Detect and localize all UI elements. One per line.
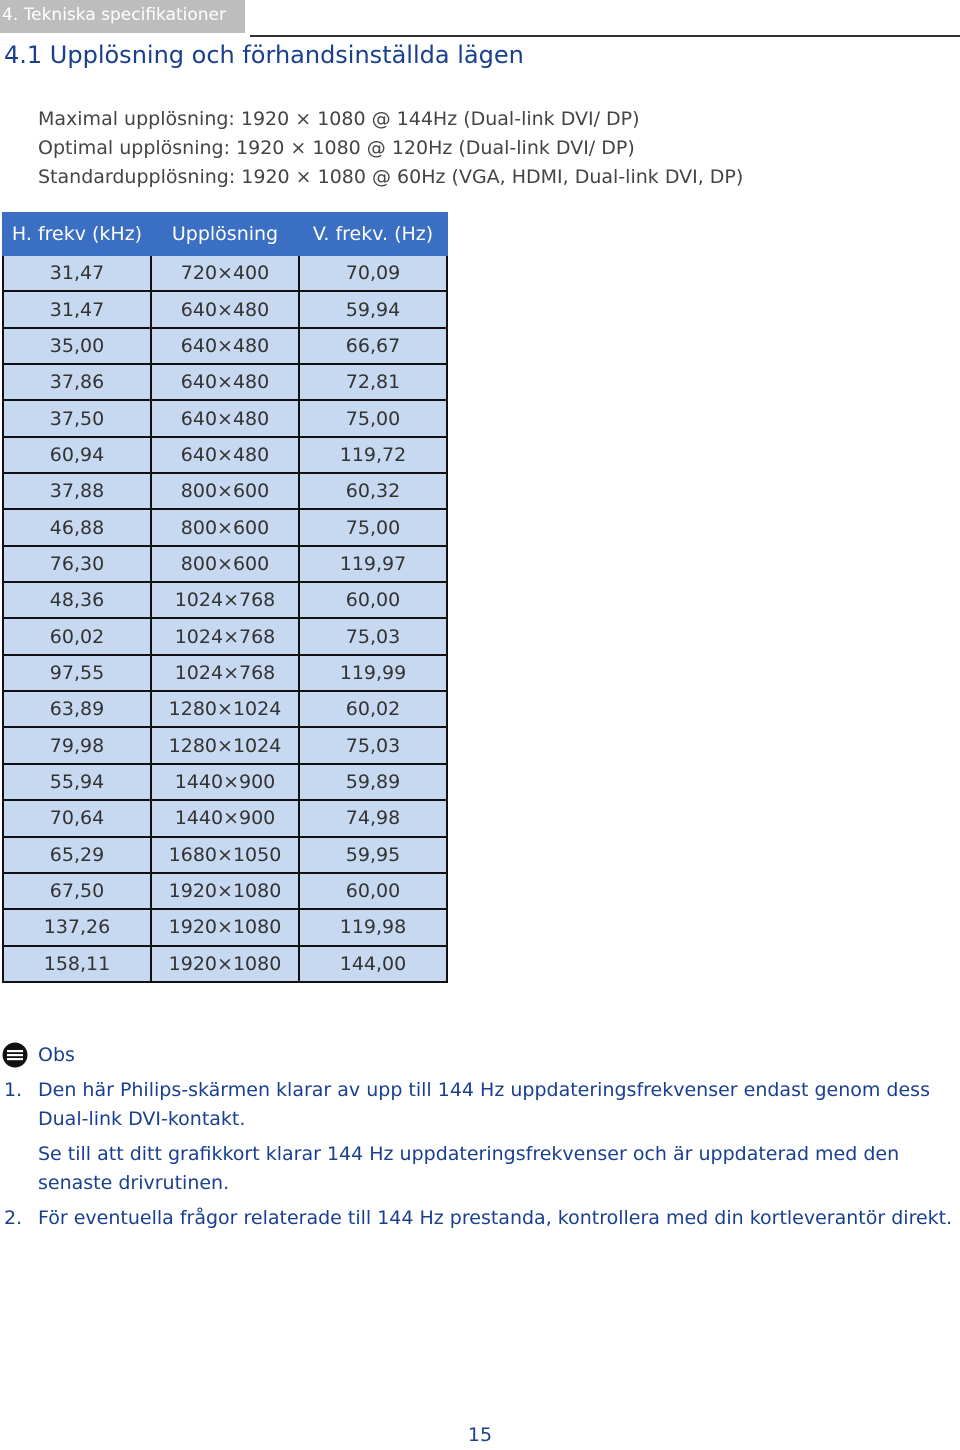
resolution-cell: 1440×900 [151,800,299,836]
h-freq-cell: 97,55 [3,655,151,691]
v-freq-cell: 75,00 [299,509,447,545]
resolution-cell: 640×480 [151,400,299,436]
table-row [3,255,447,291]
v-freq-cell: 60,32 [299,473,447,509]
v-freq-cell: 59,89 [299,764,447,800]
v-freq-cell: 60,00 [299,582,447,618]
header-rule [250,35,960,37]
resolution-cell: 640×480 [151,437,299,473]
h-freq-cell: 60,94 [3,437,151,473]
h-freq-cell: 37,88 [3,473,151,509]
v-freq-cell: 60,00 [299,873,447,909]
table-row [3,473,447,509]
h-freq-cell: 67,50 [3,873,151,909]
resolution-cell: 1680×1050 [151,837,299,873]
h-freq-cell: 79,98 [3,727,151,763]
table-row [3,546,447,582]
note-paragraph: Se till att ditt grafikkort klarar 144 Hz uppdateringsfrekvenser och är uppdaterad med den senaste drivrutinen. [38,1143,900,1194]
h-freq-cell: 158,11 [3,946,151,982]
resolution-cell: 1920×1080 [151,946,299,982]
v-freq-cell: 59,95 [299,837,447,873]
table-row [3,837,447,873]
table-row [3,291,447,327]
h-freq-cell: 37,50 [3,400,151,436]
v-freq-cell: 144,00 [299,946,447,982]
optimal-resolution-line: Optimal upplösning: 1920 × 1080 @ 120Hz (Dual-link DVI/ DP) [38,137,635,159]
chapter-tab: 4. Tekniska specifikationer [0,0,245,33]
table-row [3,400,447,436]
h-freq-cell: 137,26 [3,909,151,945]
note-label: Obs [38,1044,75,1066]
note-header [2,1040,75,1070]
resolution-table [2,212,448,983]
v-freq-cell: 66,67 [299,328,447,364]
resolution-cell: 1440×900 [151,764,299,800]
header-h-freq: H. frekv (kHz) [3,213,151,255]
table-row [3,437,447,473]
table-row [3,655,447,691]
v-freq-cell: 59,94 [299,291,447,327]
table-row [3,364,447,400]
resolution-cell: 800×600 [151,473,299,509]
table-header-row [3,213,447,255]
h-freq-cell: 70,64 [3,800,151,836]
h-freq-cell: 31,47 [3,291,151,327]
resolution-cell: 1024×768 [151,618,299,654]
v-freq-cell: 119,97 [299,546,447,582]
h-freq-cell: 31,47 [3,255,151,291]
note-number: 2. [4,1207,23,1229]
v-freq-cell: 119,99 [299,655,447,691]
resolution-cell: 640×480 [151,291,299,327]
table-row [3,800,447,836]
resolution-cell: 640×480 [151,328,299,364]
table-row [3,618,447,654]
h-freq-cell: 63,89 [3,691,151,727]
note-item [4,1076,954,1204]
header-v-freq: V. frekv. (Hz) [299,213,447,255]
note-icon [2,1042,28,1068]
resolution-cell: 1024×768 [151,582,299,618]
header-resolution: Upplösning [151,213,299,255]
v-freq-cell: 75,00 [299,400,447,436]
table-row [3,691,447,727]
resolution-cell: 1920×1080 [151,873,299,909]
page-number: 15 [467,1424,493,1446]
h-freq-cell: 37,86 [3,364,151,400]
resolution-cell: 1920×1080 [151,909,299,945]
resolution-cell: 1280×1024 [151,727,299,763]
section-title: 4.1 Upplösning och förhandsinställda lägen [4,41,524,69]
h-freq-cell: 46,88 [3,509,151,545]
resolution-summary [38,105,743,192]
table-row [3,764,447,800]
notes-list [4,1076,954,1239]
h-freq-cell: 65,29 [3,837,151,873]
standard-resolution-line: Standardupplösning: 1920 × 1080 @ 60Hz (VGA, HDMI, Dual-link DVI, DP) [38,166,744,188]
note-number: 1. [4,1079,23,1101]
v-freq-cell: 70,09 [299,255,447,291]
h-freq-cell: 76,30 [3,546,151,582]
table-row [3,909,447,945]
table-row [3,727,447,763]
resolution-cell: 1024×768 [151,655,299,691]
v-freq-cell: 75,03 [299,727,447,763]
h-freq-cell: 60,02 [3,618,151,654]
h-freq-cell: 55,94 [3,764,151,800]
resolution-cell: 800×600 [151,509,299,545]
table-row [3,582,447,618]
resolution-cell: 640×480 [151,364,299,400]
v-freq-cell: 72,81 [299,364,447,400]
note-paragraph: För eventuella frågor relaterade till 144 Hz prestanda, kontrollera med din kortleverantör direkt. [38,1207,953,1229]
table-body [3,255,447,982]
note-paragraph: Den här Philips-skärmen klarar av upp till 144 Hz uppdateringsfrekvenser endast genom dess Dual-link DVI-kontakt. [38,1079,930,1130]
table-row [3,873,447,909]
v-freq-cell: 119,98 [299,909,447,945]
table-row [3,946,447,982]
v-freq-cell: 74,98 [299,800,447,836]
resolution-cell: 720×400 [151,255,299,291]
note-item [4,1204,954,1239]
resolution-cell: 800×600 [151,546,299,582]
table-row [3,509,447,545]
h-freq-cell: 35,00 [3,328,151,364]
v-freq-cell: 119,72 [299,437,447,473]
max-resolution-line: Maximal upplösning: 1920 × 1080 @ 144Hz (Dual-link DVI/ DP) [38,108,640,130]
v-freq-cell: 60,02 [299,691,447,727]
table-row [3,328,447,364]
resolution-cell: 1280×1024 [151,691,299,727]
v-freq-cell: 75,03 [299,618,447,654]
h-freq-cell: 48,36 [3,582,151,618]
